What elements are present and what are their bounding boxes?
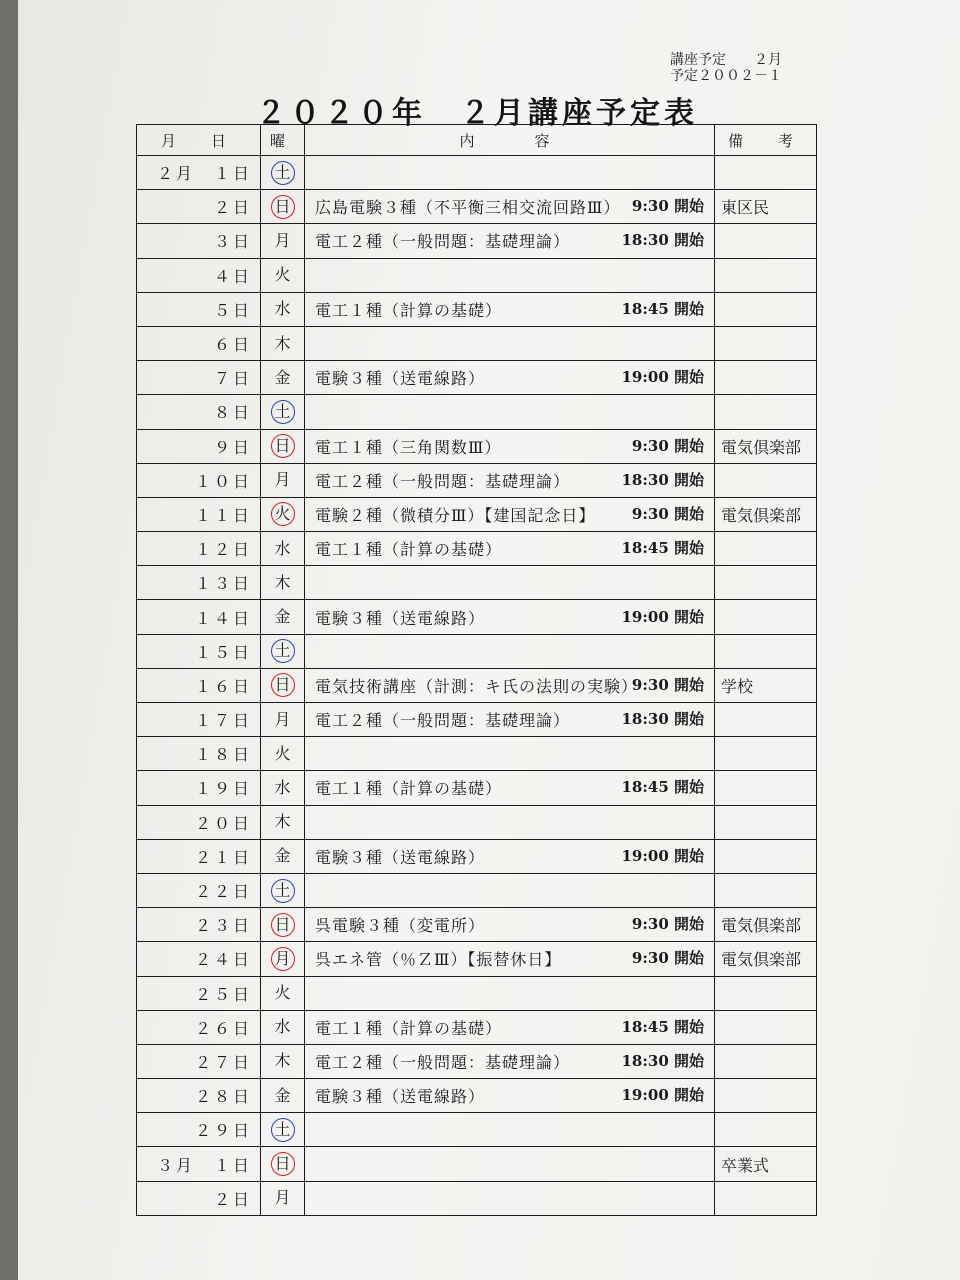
weekday-label: 月	[274, 470, 291, 490]
note-cell	[715, 1181, 817, 1215]
column-header-notes: 備 考	[715, 125, 817, 156]
weekday-cell	[261, 395, 305, 429]
date-cell: ５日	[137, 292, 261, 326]
weekday-label: 金	[274, 607, 291, 627]
weekday-label: 火	[274, 983, 291, 1003]
content-cell	[305, 908, 715, 942]
date-cell: ２４日	[137, 942, 261, 976]
table-row	[137, 395, 817, 429]
table-row	[137, 429, 817, 463]
content-cell	[305, 463, 715, 497]
weekday-cell	[261, 258, 305, 292]
note-cell	[715, 737, 817, 771]
note-cell	[715, 292, 817, 326]
course-title: 広島電験３種（不平衡三相交流回路Ⅲ）	[315, 198, 621, 218]
table-row	[137, 1113, 817, 1147]
note-cell	[715, 463, 817, 497]
weekday-label: 金	[274, 846, 291, 866]
weekday-cell	[261, 224, 305, 258]
page-title: ２０２０年 ２月講座予定表	[256, 96, 698, 131]
content-cell	[305, 942, 715, 976]
start-time: 18:45 開始	[621, 1017, 704, 1036]
content-cell	[305, 326, 715, 360]
date-cell: ２日	[137, 190, 261, 224]
content-cell	[305, 258, 715, 292]
note-cell	[715, 873, 817, 907]
course-title: 電気技術講座（計測：キ氏の法則の実験）	[315, 676, 639, 696]
weekday-cell	[261, 976, 305, 1010]
note-cell: 東区民	[715, 190, 817, 224]
table-row	[137, 292, 817, 326]
table-row	[137, 908, 817, 942]
header-row	[137, 125, 817, 156]
course-title: 電験３種（送電線路）	[315, 369, 486, 389]
content-cell	[305, 1010, 715, 1044]
table-row	[137, 976, 817, 1010]
weekday-cell	[261, 566, 305, 600]
content-cell	[305, 668, 715, 702]
date-cell: ２日	[137, 1181, 261, 1215]
date-cell: １１日	[137, 497, 261, 531]
weekday-label: 月	[274, 1188, 291, 1208]
date-cell: １２日	[137, 532, 261, 566]
weekday-cell	[261, 190, 305, 224]
note-cell: 電気倶楽部	[715, 429, 817, 463]
content-cell	[305, 1079, 715, 1113]
note-cell: 電気倶楽部	[715, 908, 817, 942]
weekday-label: 火	[274, 265, 291, 285]
table-row	[137, 156, 817, 190]
date-cell: １０日	[137, 463, 261, 497]
weekday-label: 月	[274, 709, 291, 729]
date-cell: ２月 １日	[137, 156, 261, 190]
course-title: 電験３種（送電線路）	[315, 847, 486, 867]
content-cell	[305, 1113, 715, 1147]
note-cell	[715, 361, 817, 395]
note-cell	[715, 634, 817, 668]
table-row	[137, 1147, 817, 1181]
date-cell: ３月 １日	[137, 1147, 261, 1181]
table-row	[137, 361, 817, 395]
note-cell	[715, 566, 817, 600]
date-cell: ９日	[137, 429, 261, 463]
circled-weekday-mark: 土	[271, 400, 295, 424]
reference-line-1: 講座予定 ２月	[670, 52, 782, 68]
date-cell: ２１日	[137, 839, 261, 873]
circled-weekday-mark: 火	[271, 502, 295, 526]
content-cell	[305, 1044, 715, 1078]
note-cell	[715, 156, 817, 190]
table-row	[137, 873, 817, 907]
course-title: 電験３種（送電線路）	[315, 1087, 486, 1107]
note-cell	[715, 258, 817, 292]
content-cell	[305, 600, 715, 634]
weekday-label: 木	[274, 572, 291, 592]
weekday-cell	[261, 771, 305, 805]
circled-weekday-mark: 土	[271, 879, 295, 903]
note-cell	[715, 1079, 817, 1113]
start-time: 18:45 開始	[621, 539, 704, 558]
date-cell: １９日	[137, 771, 261, 805]
reference-line-2: 予定２００２－１	[670, 68, 782, 84]
date-cell: １３日	[137, 566, 261, 600]
note-cell	[715, 600, 817, 634]
date-cell: ２７日	[137, 1044, 261, 1078]
table-row	[137, 634, 817, 668]
note-cell	[715, 839, 817, 873]
circled-weekday-mark: 土	[271, 161, 295, 185]
weekday-cell	[261, 1044, 305, 1078]
content-cell	[305, 190, 715, 224]
table-row	[137, 771, 817, 805]
start-time: 18:30 開始	[621, 231, 704, 250]
table-row	[137, 839, 817, 873]
date-cell: ２２日	[137, 873, 261, 907]
start-time: 9:30 開始	[631, 504, 704, 523]
content-cell	[305, 497, 715, 531]
weekday-label: 月	[274, 230, 291, 250]
date-cell: ２５日	[137, 976, 261, 1010]
table-row	[137, 258, 817, 292]
content-cell	[305, 532, 715, 566]
circled-weekday-mark: 土	[271, 1118, 295, 1142]
course-title: 電工１種（計算の基礎）	[315, 300, 503, 320]
weekday-cell	[261, 1010, 305, 1044]
course-title: 電工１種（計算の基礎）	[315, 1018, 503, 1038]
date-cell: ３日	[137, 224, 261, 258]
table-row	[137, 1181, 817, 1215]
schedule-table	[136, 124, 817, 1216]
weekday-cell	[261, 873, 305, 907]
course-title: 電工２種（一般問題：基礎理論）	[315, 232, 571, 252]
weekday-cell	[261, 600, 305, 634]
circled-weekday-mark: 日	[271, 1152, 295, 1176]
date-cell: １５日	[137, 634, 261, 668]
weekday-label: 水	[274, 538, 291, 558]
note-cell	[715, 771, 817, 805]
note-cell: 卒業式	[715, 1147, 817, 1181]
table-row	[137, 190, 817, 224]
table-row	[137, 942, 817, 976]
content-cell	[305, 634, 715, 668]
start-time: 9:30 開始	[631, 436, 704, 455]
table-row	[137, 532, 817, 566]
weekday-cell	[261, 634, 305, 668]
content-cell	[305, 156, 715, 190]
weekday-cell	[261, 1181, 305, 1215]
note-cell	[715, 703, 817, 737]
table-row	[137, 1044, 817, 1078]
content-cell	[305, 361, 715, 395]
date-cell: １６日	[137, 668, 261, 702]
date-cell: １７日	[137, 703, 261, 737]
date-cell: ２６日	[137, 1010, 261, 1044]
note-cell	[715, 326, 817, 360]
table-row	[137, 600, 817, 634]
start-time: 9:30 開始	[631, 675, 704, 694]
weekday-cell	[261, 361, 305, 395]
course-title: 電工１種（計算の基礎）	[315, 540, 503, 560]
course-title: 電工２種（一般問題：基礎理論）	[315, 1052, 571, 1072]
note-cell: 学校	[715, 668, 817, 702]
course-title: 呉電験３種（変電所）	[315, 916, 486, 936]
table-row	[137, 1079, 817, 1113]
start-time: 18:30 開始	[621, 470, 704, 489]
weekday-cell	[261, 532, 305, 566]
circled-weekday-mark: 日	[271, 913, 295, 937]
note-cell	[715, 532, 817, 566]
weekday-cell	[261, 839, 305, 873]
date-cell: ２３日	[137, 908, 261, 942]
circled-weekday-mark: 日	[271, 195, 295, 219]
weekday-label: 金	[274, 1085, 291, 1105]
note-cell	[715, 976, 817, 1010]
weekday-label: 木	[274, 333, 291, 353]
table-row	[137, 566, 817, 600]
document-reference	[670, 52, 782, 84]
circled-weekday-mark: 月	[271, 947, 295, 971]
content-cell	[305, 566, 715, 600]
weekday-label: 水	[274, 1017, 291, 1037]
weekday-label: 金	[274, 367, 291, 387]
note-cell	[715, 805, 817, 839]
content-cell	[305, 873, 715, 907]
weekday-cell	[261, 1113, 305, 1147]
start-time: 18:45 開始	[621, 299, 704, 318]
weekday-cell	[261, 1079, 305, 1113]
content-cell	[305, 1147, 715, 1181]
date-cell: ６日	[137, 326, 261, 360]
content-cell	[305, 292, 715, 326]
date-cell: １４日	[137, 600, 261, 634]
start-time: 18:30 開始	[621, 710, 704, 729]
start-time: 9:30 開始	[631, 949, 704, 968]
note-cell: 電気倶楽部	[715, 942, 817, 976]
start-time: 19:00 開始	[621, 846, 704, 865]
start-time: 9:30 開始	[631, 197, 704, 216]
paper-sheet	[18, 0, 960, 1280]
note-cell	[715, 395, 817, 429]
circled-weekday-mark: 日	[271, 673, 295, 697]
course-title: 電工２種（一般問題：基礎理論）	[315, 471, 571, 491]
table-row	[137, 668, 817, 702]
note-cell	[715, 1044, 817, 1078]
weekday-label: 木	[274, 812, 291, 832]
date-cell: １８日	[137, 737, 261, 771]
start-time: 19:00 開始	[621, 607, 704, 626]
note-cell	[715, 1010, 817, 1044]
table-row	[137, 224, 817, 258]
start-time: 19:00 開始	[621, 368, 704, 387]
start-time: 18:45 開始	[621, 778, 704, 797]
weekday-cell	[261, 703, 305, 737]
table-row	[137, 497, 817, 531]
weekday-cell	[261, 908, 305, 942]
schedule-body	[137, 125, 817, 1216]
table-row	[137, 1010, 817, 1044]
weekday-cell	[261, 1147, 305, 1181]
weekday-cell	[261, 292, 305, 326]
date-cell: ４日	[137, 258, 261, 292]
table-row	[137, 703, 817, 737]
content-cell	[305, 429, 715, 463]
date-cell: ２８日	[137, 1079, 261, 1113]
start-time: 9:30 開始	[631, 915, 704, 934]
note-cell	[715, 224, 817, 258]
weekday-cell	[261, 497, 305, 531]
date-cell: ２０日	[137, 805, 261, 839]
content-cell	[305, 771, 715, 805]
weekday-label: 水	[274, 299, 291, 319]
note-cell	[715, 1113, 817, 1147]
content-cell	[305, 703, 715, 737]
content-cell	[305, 395, 715, 429]
content-cell	[305, 976, 715, 1010]
content-cell	[305, 1181, 715, 1215]
weekday-cell	[261, 326, 305, 360]
column-header-dow: 曜	[261, 125, 305, 156]
course-title: 電験２種（微積分Ⅲ）【建国記念日】	[315, 505, 596, 525]
circled-weekday-mark: 日	[271, 434, 295, 458]
weekday-cell	[261, 805, 305, 839]
start-time: 18:30 開始	[621, 1051, 704, 1070]
circled-weekday-mark: 土	[271, 639, 295, 663]
weekday-label: 水	[274, 777, 291, 797]
column-header-content: 内 容	[305, 125, 715, 156]
course-title: 電験３種（送電線路）	[315, 608, 486, 628]
content-cell	[305, 839, 715, 873]
content-cell	[305, 224, 715, 258]
date-cell: ８日	[137, 395, 261, 429]
weekday-label: 木	[274, 1051, 291, 1071]
course-title: 電工２種（一般問題：基礎理論）	[315, 711, 571, 731]
table-row	[137, 737, 817, 771]
weekday-cell	[261, 737, 305, 771]
table-row	[137, 326, 817, 360]
table-row	[137, 463, 817, 497]
content-cell	[305, 805, 715, 839]
content-cell	[305, 737, 715, 771]
weekday-cell	[261, 668, 305, 702]
date-cell: ７日	[137, 361, 261, 395]
table-row	[137, 805, 817, 839]
weekday-cell	[261, 429, 305, 463]
weekday-cell	[261, 942, 305, 976]
date-cell: ２９日	[137, 1113, 261, 1147]
weekday-label: 火	[274, 743, 291, 763]
column-header-date: 月 日	[137, 125, 261, 156]
course-title: 電工１種（三角関数Ⅲ）	[315, 437, 502, 457]
start-time: 19:00 開始	[621, 1086, 704, 1105]
note-cell: 電気倶楽部	[715, 497, 817, 531]
course-title: 呉エネ管（％ＺⅢ）【振替休日】	[315, 950, 562, 970]
weekday-cell	[261, 156, 305, 190]
weekday-cell	[261, 463, 305, 497]
course-title: 電工１種（計算の基礎）	[315, 779, 503, 799]
